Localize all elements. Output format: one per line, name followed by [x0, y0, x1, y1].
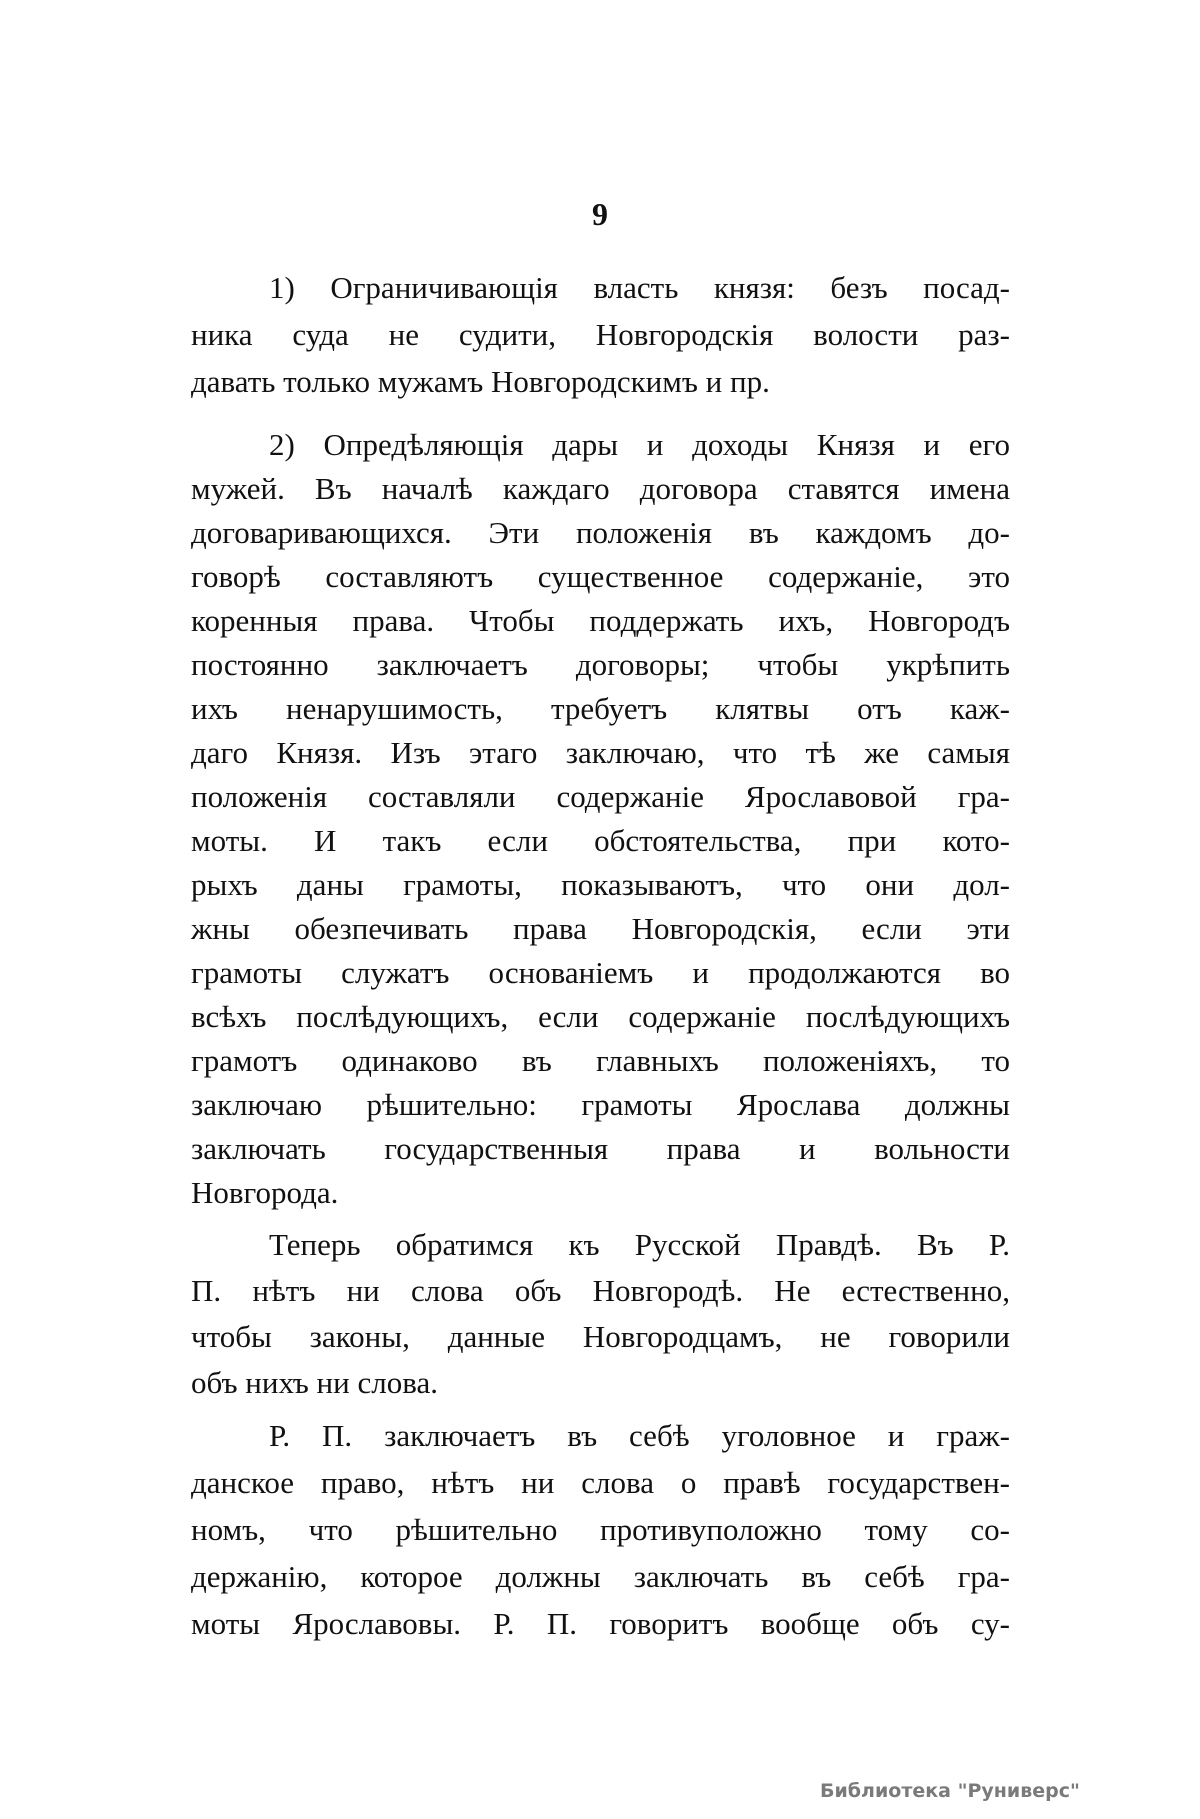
text-line: Р. П. заключаетъ въ себѣ уголовное и граж-	[269, 1418, 1010, 1453]
text-line: 1) Ограничивающія власть князя: безъ посад-	[269, 270, 1010, 305]
text-line: держанію, которое должны заключать въ себѣ гра-	[191, 1559, 1010, 1594]
text-line: мужей. Въ началѣ каждаго договора ставятся имена	[191, 471, 1010, 506]
text-line: даго Князя. Изъ этаго заключаю, что тѣ же самыя	[191, 735, 1010, 770]
page-number: 9	[592, 196, 608, 232]
text-line: рыхъ даны грамоты, показываютъ, что они дол-	[191, 867, 1010, 902]
text-line: договаривающихся. Эти положенія въ каждомъ до-	[191, 515, 1010, 550]
text-line: ника суда не судити, Новгородскія волости раз-	[191, 317, 1010, 352]
text-line: коренныя права. Чтобы поддержать ихъ, Новгородъ	[191, 603, 1010, 638]
text-line: объ нихъ ни слова.	[191, 1365, 438, 1400]
text-line: чтобы законы, данные Новгородцамъ, не говорили	[191, 1319, 1010, 1354]
text-line: заключаю рѣшительно: грамоты Ярослава должны	[191, 1087, 1010, 1122]
text-line: грамотъ одинаково въ главныхъ положеніяхъ, то	[191, 1043, 1010, 1078]
text-line: данское право, нѣтъ ни слова о правѣ государствен-	[191, 1465, 1010, 1500]
paragraph-3	[191, 1222, 1010, 1406]
text-line: 2) Опредѣляющія дары и доходы Князя и его	[269, 427, 1010, 462]
text-line: П. нѣтъ ни слова объ Новгородѣ. Не естественно,	[191, 1273, 1010, 1308]
paragraph-1	[191, 264, 1010, 405]
paragraph-4	[191, 1412, 1010, 1647]
text-line: положенія составляли содержаніе Ярославовой гра-	[191, 779, 1010, 814]
text-line: моты Ярославовы. Р. П. говоритъ вообще объ су-	[191, 1606, 1010, 1641]
text-line: моты. И такъ если обстоятельства, при кото-	[191, 823, 1010, 858]
text-line: давать только мужамъ Новгородскимъ и пр.	[191, 364, 770, 399]
text-line: жны обезпечивать права Новгородскія, если эти	[191, 911, 1010, 946]
text-line: Теперь обратимся къ Русской Правдѣ. Въ Р.	[269, 1227, 1010, 1262]
text-line: Новгорода.	[191, 1175, 339, 1210]
text-line: ихъ ненарушимость, требуетъ клятвы отъ каж-	[191, 691, 1010, 726]
library-watermark: Библиотека "Руниверс"	[820, 1780, 1080, 1802]
text-line: постоянно заключаетъ договоры; чтобы укрѣпить	[191, 647, 1010, 682]
text-line: грамоты служатъ основаніемъ и продолжаются во	[191, 955, 1010, 990]
paragraph-2	[191, 423, 1010, 1215]
text-line: говорѣ составляютъ существенное содержаніе, это	[191, 559, 1010, 594]
text-line: заключать государственныя права и вольности	[191, 1131, 1010, 1166]
text-line: номъ, что рѣшительно противуположно тому со-	[191, 1512, 1010, 1547]
text-line: всѣхъ послѣдующихъ, если содержаніе послѣдующихъ	[191, 999, 1010, 1034]
